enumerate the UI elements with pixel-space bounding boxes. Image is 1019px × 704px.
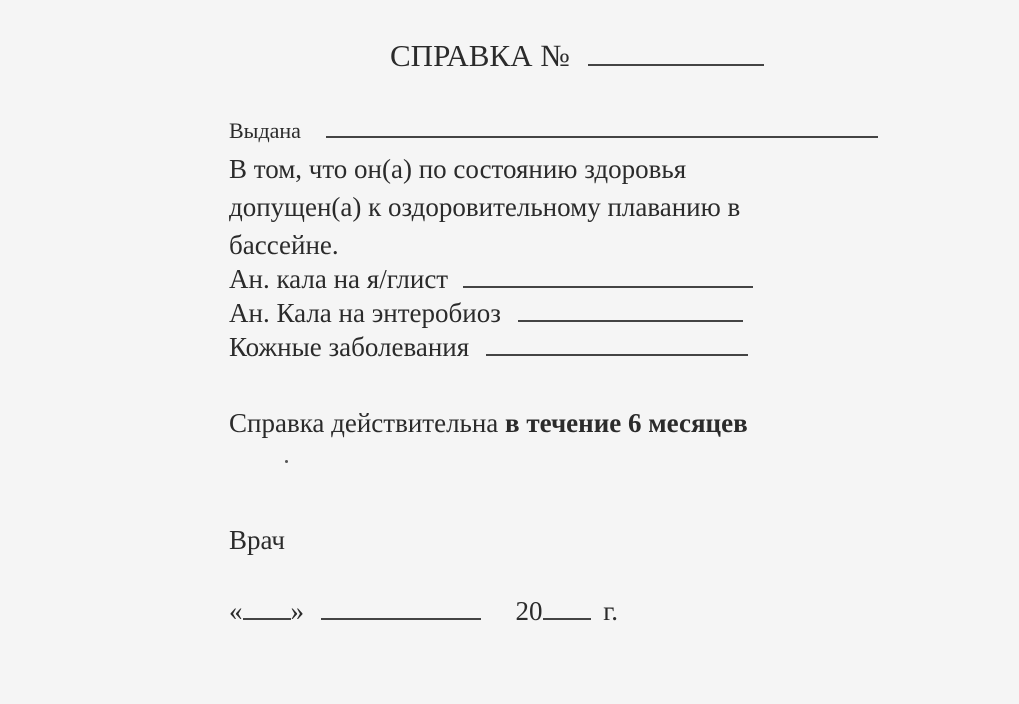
test-label: Ан. кала на я/глист <box>229 264 449 294</box>
test-label: Ан. Кала на энтеробиоз <box>229 298 501 328</box>
test-row <box>229 296 753 330</box>
title-text: СПРАВКА № <box>390 38 570 73</box>
year-field[interactable] <box>543 618 591 620</box>
body-line: В том, что он(а) по состоянию здоровья <box>229 154 687 184</box>
test-label: Кожные заболевания <box>229 332 470 362</box>
date-row <box>229 596 618 627</box>
test-result-field[interactable] <box>486 354 748 356</box>
test-row <box>229 262 753 296</box>
issued-to-field[interactable] <box>326 136 878 138</box>
test-row <box>229 330 753 364</box>
document-title <box>390 38 764 74</box>
body-text <box>229 150 740 264</box>
year-suffix: г. <box>603 596 619 626</box>
open-quote: « <box>229 596 243 626</box>
close-quote: » <box>290 596 304 626</box>
validity-text <box>229 408 748 439</box>
validity-period: в течение 6 месяцев <box>505 408 748 438</box>
certificate-number-field[interactable] <box>588 64 764 66</box>
body-line: допущен(а) к оздоровительному плаванию в <box>229 192 741 222</box>
stray-mark <box>285 460 288 463</box>
year-prefix: 20 <box>515 596 543 626</box>
body-line: бассейне. <box>229 230 339 260</box>
month-field[interactable] <box>321 618 481 620</box>
test-result-field[interactable] <box>518 320 743 322</box>
doctor-label: Врач <box>229 525 285 555</box>
issued-label: Выдана <box>229 118 301 143</box>
day-field[interactable] <box>243 618 291 620</box>
tests-list <box>229 262 753 364</box>
validity-prefix: Справка действительна <box>229 408 499 438</box>
issued-row <box>229 118 878 144</box>
test-result-field[interactable] <box>463 286 753 288</box>
